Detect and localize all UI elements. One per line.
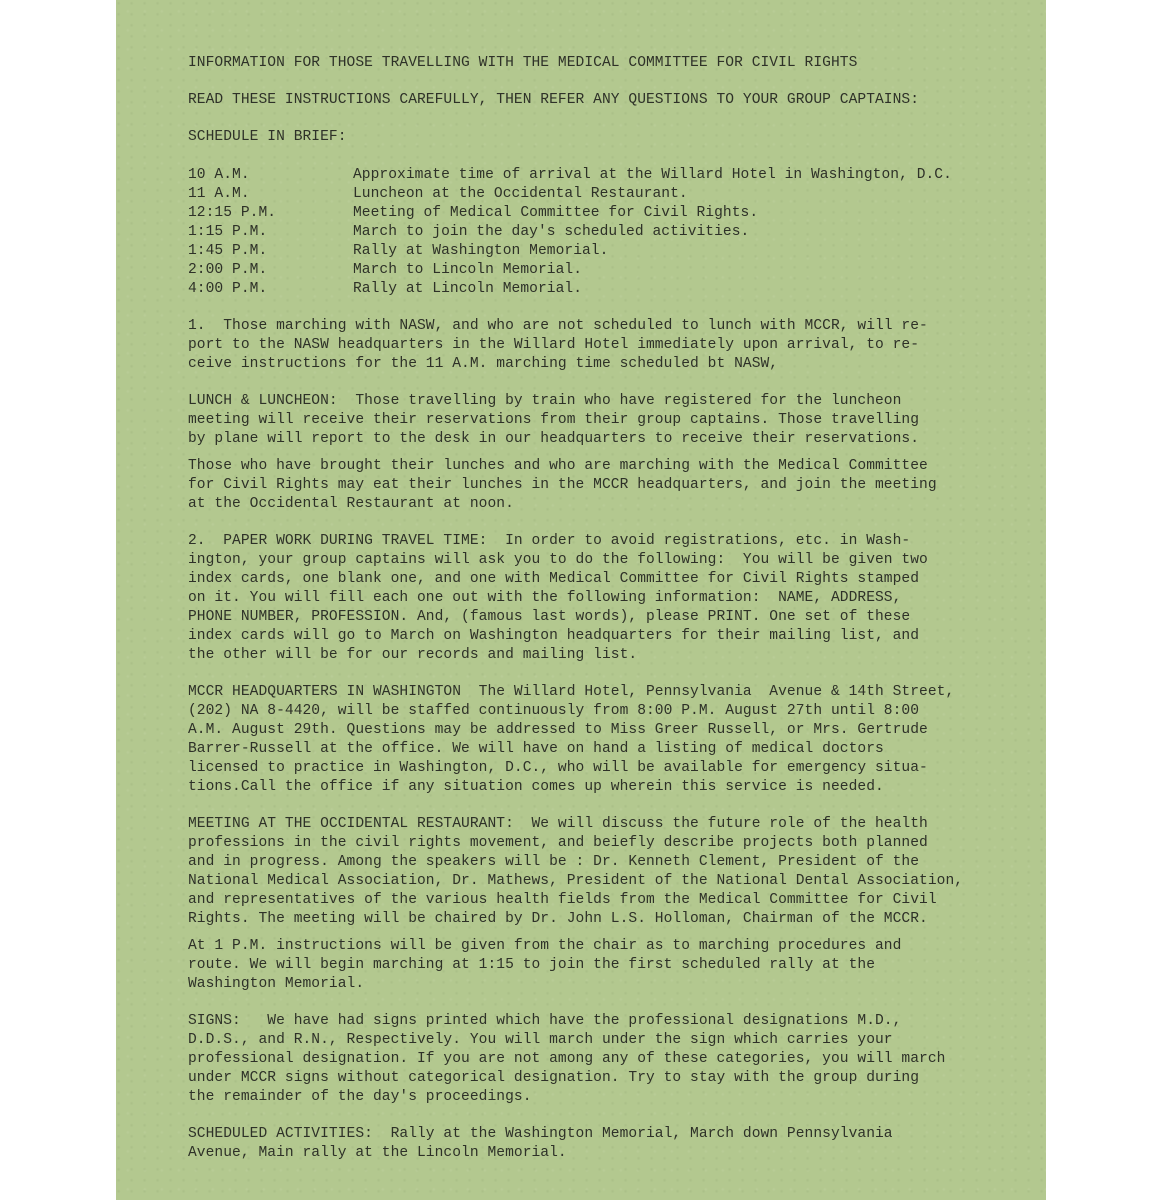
text-line: Those who have brought their lunches and who are marching with the Medical Committee bbox=[188, 458, 928, 474]
schedule-event: Rally at Lincoln Memorial. bbox=[353, 281, 582, 297]
text-line: professions in the civil rights movement, and beiefly describe projects both planned bbox=[188, 835, 928, 851]
text-line: SCHEDULED ACTIVITIES: Rally at the Washington Memorial, March down Pennsylvania bbox=[188, 1126, 893, 1142]
text-line: index cards, one blank one, and one with Medical Committee for Civil Rights stamped bbox=[188, 571, 920, 587]
text-line: 1. Those marching with NASW, and who are not scheduled to lunch with MCCR, will re- bbox=[188, 318, 928, 334]
instructions-line: READ THESE INSTRUCTIONS CAREFULLY, THEN REFER ANY QUESTIONS TO YOUR GROUP CAPTAINS: bbox=[188, 92, 920, 108]
text-line: 2. PAPER WORK DURING TRAVEL TIME: In order to avoid registrations, etc. in Wash- bbox=[188, 533, 911, 549]
schedule-event: Approximate time of arrival at the Willard Hotel in Washington, D.C. bbox=[353, 167, 952, 183]
document-page bbox=[116, 0, 1046, 1200]
text-line: Avenue, Main rally at the Lincoln Memorial. bbox=[188, 1145, 567, 1161]
schedule-row bbox=[188, 242, 1008, 261]
text-line: at the Occidental Restaurant at noon. bbox=[188, 496, 514, 512]
text-line: route. We will begin marching at 1:15 to join the first scheduled rally at the bbox=[188, 957, 875, 973]
text-line: ington, your group captains will ask you to do the following: You will be given two bbox=[188, 552, 928, 568]
para-activities bbox=[188, 1125, 1008, 1163]
text-line: tions.Call the office if any situation comes up wherein this service is needed. bbox=[188, 779, 884, 795]
para-meeting bbox=[188, 815, 1008, 929]
text-line: on it. You will fill each one out with the following information: NAME, ADDRESS, bbox=[188, 590, 902, 606]
text-line: D.D.S., and R.N., Respectively. You will march under the sign which carries your bbox=[188, 1032, 893, 1048]
text-line: Rights. The meeting will be chaired by Dr. John L.S. Holloman, Chairman of the MCCR. bbox=[188, 911, 928, 927]
schedule-event: Meeting of Medical Committee for Civil Rights. bbox=[353, 205, 759, 221]
schedule-list bbox=[188, 166, 1008, 299]
document-body bbox=[188, 54, 1008, 1181]
schedule-time: 1:45 P.M. bbox=[188, 243, 268, 259]
text-line: and in progress. Among the speakers will be : Dr. Kenneth Clement, President of the bbox=[188, 854, 920, 870]
text-line: licensed to practice in Washington, D.C., who will be available for emergency situa- bbox=[188, 760, 928, 776]
schedule-row bbox=[188, 166, 1008, 185]
schedule-row bbox=[188, 261, 1008, 280]
schedule-time: 12:15 P.M. bbox=[188, 205, 277, 221]
schedule-event: Luncheon at the Occidental Restaurant. bbox=[353, 186, 688, 202]
text-line: the other will be for our records and mailing list. bbox=[188, 647, 638, 663]
schedule-event: March to Lincoln Memorial. bbox=[353, 262, 582, 278]
para-nasw bbox=[188, 317, 1008, 374]
text-line: index cards will go to March on Washington headquarters for their mailing list, and bbox=[188, 628, 920, 644]
text-line: MEETING AT THE OCCIDENTAL RESTAURANT: We will discuss the future role of the health bbox=[188, 816, 928, 832]
text-line: meeting will receive their reservations from their group captains. Those travelling bbox=[188, 412, 920, 428]
schedule-heading: SCHEDULE IN BRIEF: bbox=[188, 129, 347, 145]
text-line: PHONE NUMBER, PROFESSION. And, (famous last words), please PRINT. One set of these bbox=[188, 609, 911, 625]
text-line: by plane will report to the desk in our headquarters to receive their reservations. bbox=[188, 431, 920, 447]
text-line: A.M. August 29th. Questions may be addressed to Miss Greer Russell, or Mrs. Gertrude bbox=[188, 722, 928, 738]
document-title: INFORMATION FOR THOSE TRAVELLING WITH THE MEDICAL COMMITTEE FOR CIVIL RIGHTS bbox=[188, 55, 858, 71]
text-line: the remainder of the day's proceedings. bbox=[188, 1089, 532, 1105]
schedule-time: 11 A.M. bbox=[188, 186, 250, 202]
text-line: Washington Memorial. bbox=[188, 976, 365, 992]
schedule-event: March to join the day's scheduled activities. bbox=[353, 224, 750, 240]
para-headquarters bbox=[188, 683, 1008, 797]
text-line: (202) NA 8-4420, will be staffed continuously from 8:00 P.M. August 27th until 8:00 bbox=[188, 703, 920, 719]
text-line: for Civil Rights may eat their lunches in the MCCR headquarters, and join the meeting bbox=[188, 477, 937, 493]
schedule-row bbox=[188, 223, 1008, 242]
text-line: port to the NASW headquarters in the Willard Hotel immediately upon arrival, to re- bbox=[188, 337, 920, 353]
para-paperwork bbox=[188, 532, 1008, 665]
text-line: SIGNS: We have had signs printed which have the professional designations M.D., bbox=[188, 1013, 902, 1029]
text-line: National Medical Association, Dr. Mathews, President of the National Dental Association, bbox=[188, 873, 964, 889]
paragraphs bbox=[188, 317, 1008, 1163]
para-signs bbox=[188, 1012, 1008, 1107]
schedule-row bbox=[188, 280, 1008, 299]
schedule-row bbox=[188, 204, 1008, 223]
schedule-time: 4:00 P.M. bbox=[188, 281, 268, 297]
para-lunch bbox=[188, 392, 1008, 449]
text-line: LUNCH & LUNCHEON: Those travelling by train who have registered for the luncheon bbox=[188, 393, 902, 409]
schedule-time: 10 A.M. bbox=[188, 167, 250, 183]
text-line: under MCCR signs without categorical designation. Try to stay with the group during bbox=[188, 1070, 920, 1086]
para-marching bbox=[188, 937, 1008, 994]
text-line: Barrer-Russell at the office. We will have on hand a listing of medical doctors bbox=[188, 741, 884, 757]
text-line: MCCR HEADQUARTERS IN WASHINGTON The Willard Hotel, Pennsylvania Avenue & 14th Street, bbox=[188, 684, 955, 700]
text-line: At 1 P.M. instructions will be given from the chair as to marching procedures and bbox=[188, 938, 902, 954]
schedule-event: Rally at Washington Memorial. bbox=[353, 243, 609, 259]
para-brought-lunches bbox=[188, 457, 1008, 514]
text-line: ceive instructions for the 11 A.M. marching time scheduled bt NASW, bbox=[188, 356, 779, 372]
schedule-row bbox=[188, 185, 1008, 204]
text-line: professional designation. If you are not among any of these categories, you will march bbox=[188, 1051, 946, 1067]
text-line: and representatives of the various health fields from the Medical Committee for Civil bbox=[188, 892, 937, 908]
schedule-time: 2:00 P.M. bbox=[188, 262, 268, 278]
schedule-time: 1:15 P.M. bbox=[188, 224, 268, 240]
